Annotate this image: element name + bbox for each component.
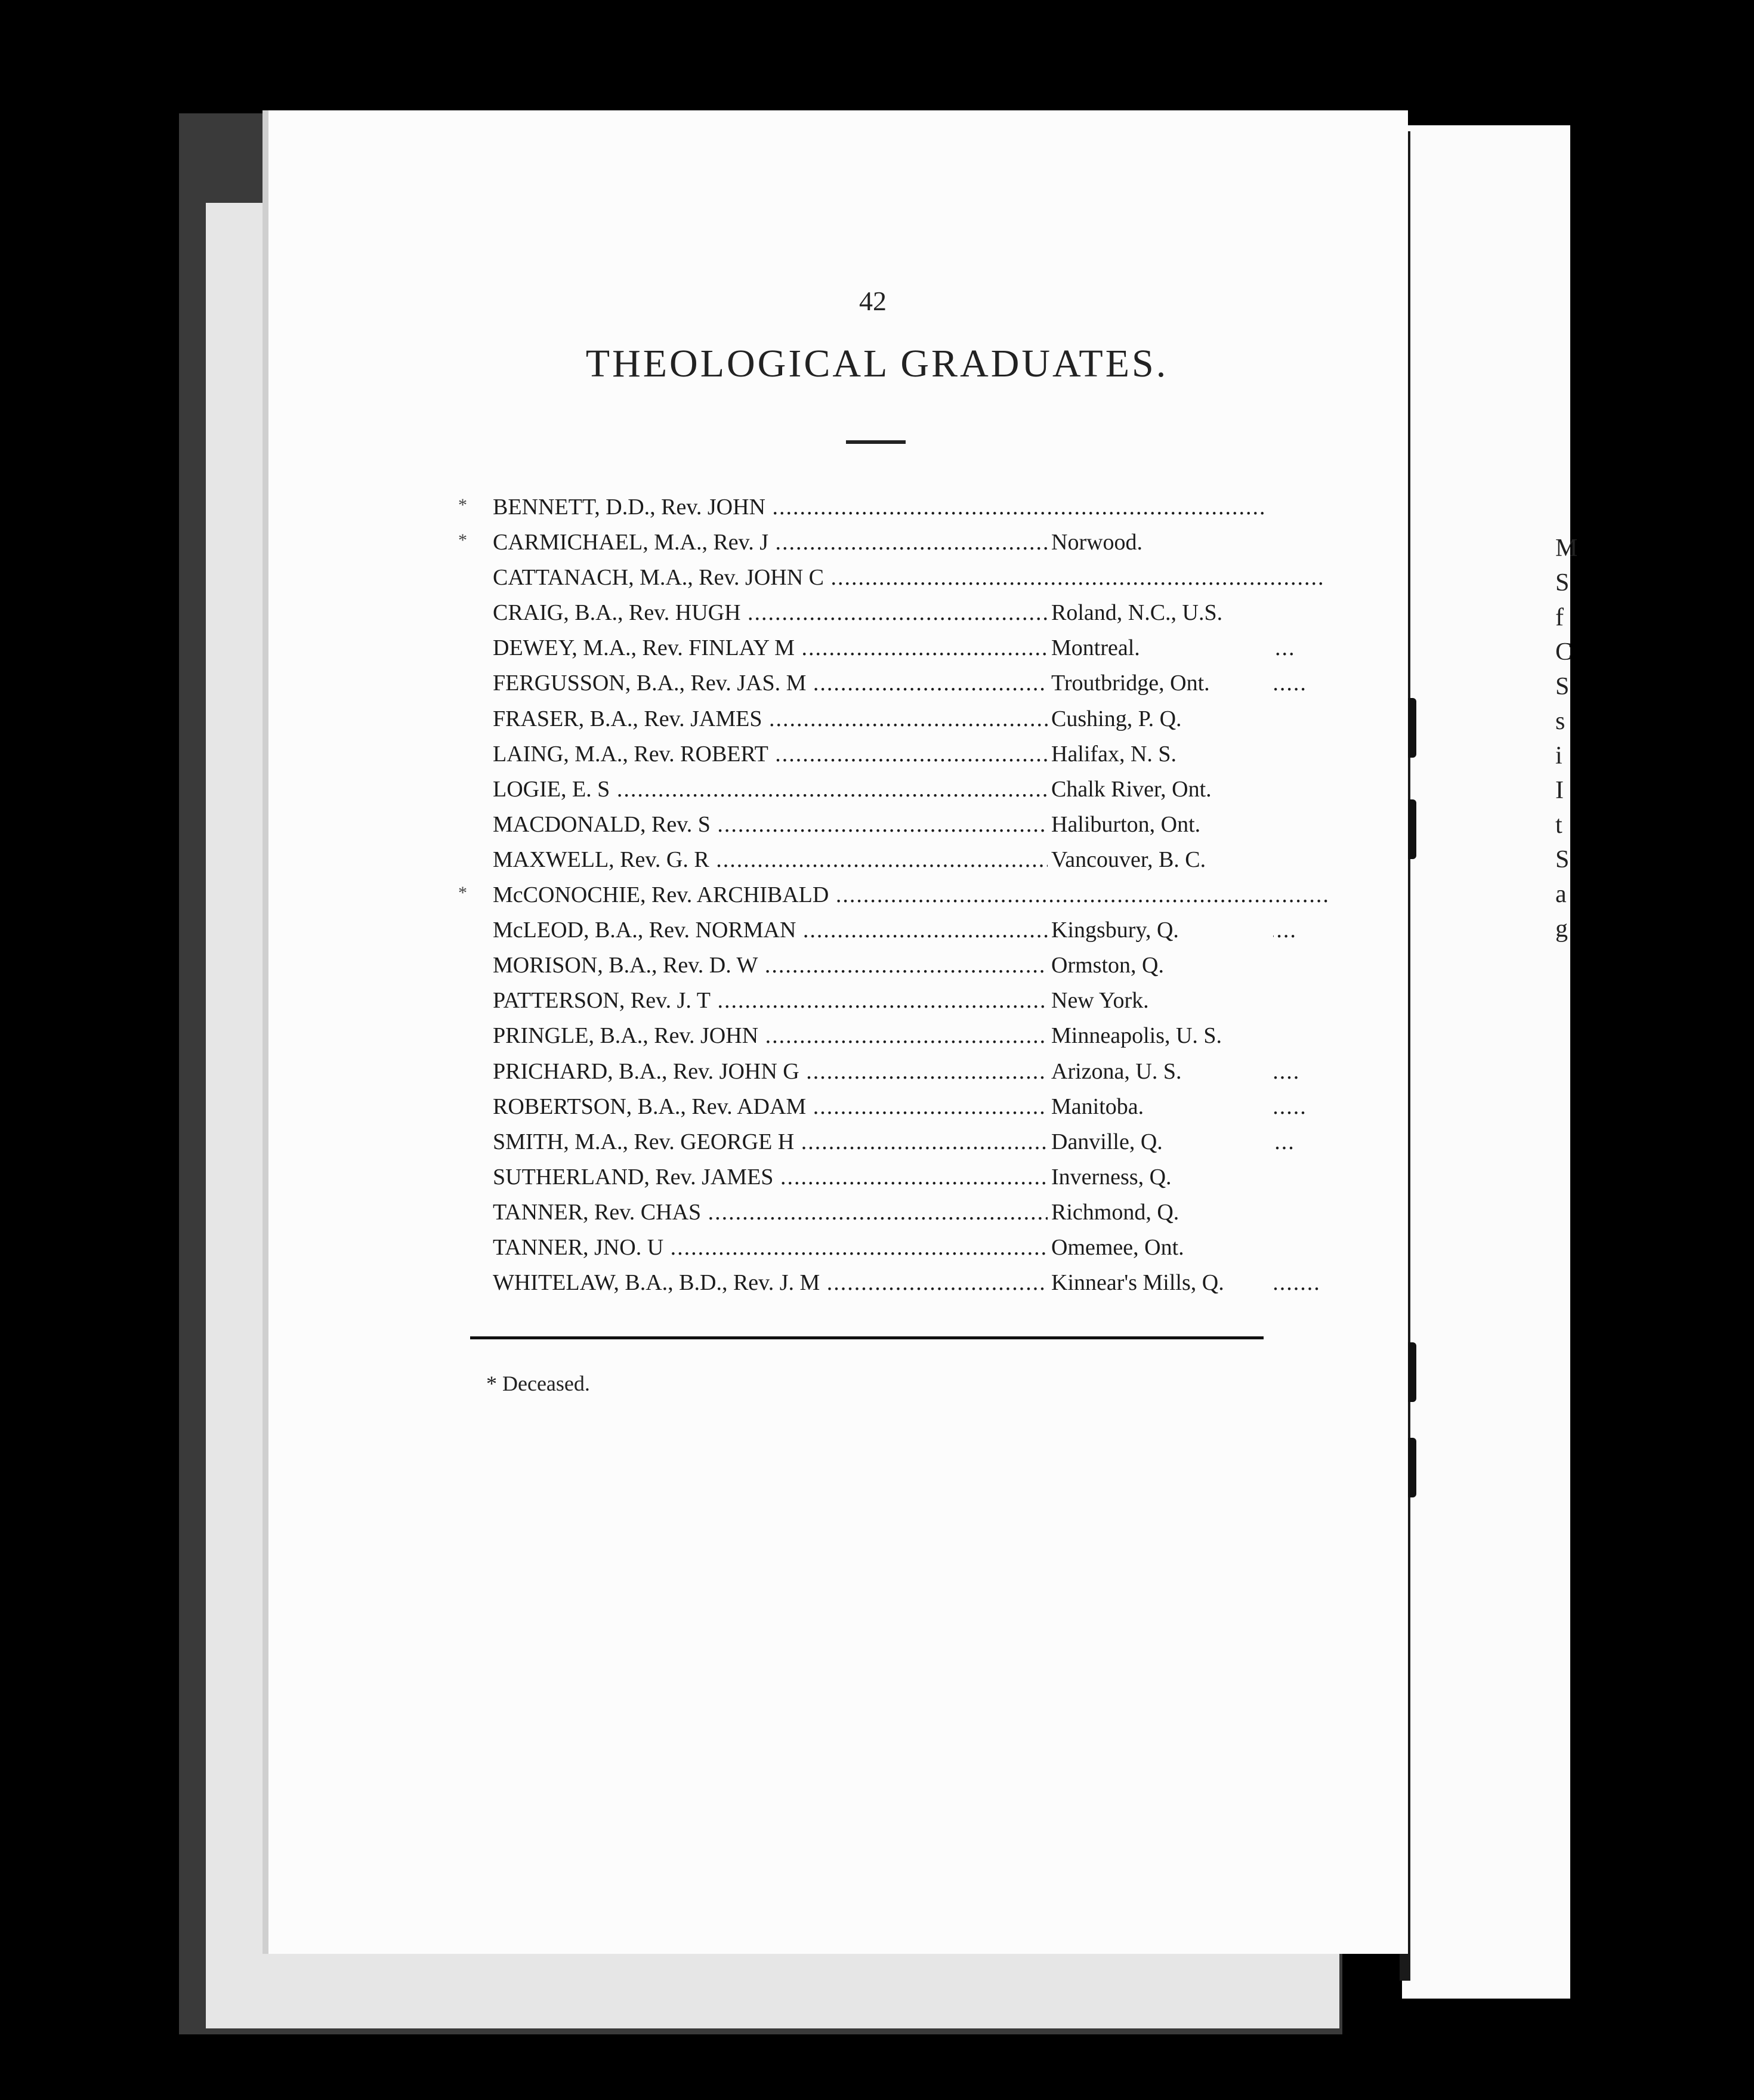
facing-letter: s — [1555, 708, 1565, 735]
facing-letter: I — [1555, 777, 1564, 804]
list-item — [471, 1270, 1265, 1305]
list-item — [471, 811, 1265, 847]
graduate-location: Norwood. — [1048, 529, 1273, 555]
graduate-name: LOGIE, E. S ..... — [493, 776, 1089, 802]
list-item — [471, 1023, 1265, 1058]
facing-letter: S — [1555, 569, 1570, 597]
graduate-name: FERGUSSON, B.A., Rev. JAS. M ..... — [493, 670, 1089, 696]
list-item — [471, 987, 1265, 1023]
facing-page — [1402, 125, 1570, 1999]
graduate-location: Cushing, P. Q. — [1048, 706, 1273, 732]
deceased-mark: * — [458, 883, 467, 903]
graduate-name: SUTHERLAND, Rev. JAMES ..... — [493, 1164, 1089, 1190]
list-item — [471, 847, 1265, 882]
list-item — [471, 1094, 1265, 1129]
list-item — [471, 706, 1265, 741]
list-item — [471, 741, 1265, 776]
list-item — [471, 776, 1265, 811]
facing-letter: a — [1555, 881, 1567, 908]
graduate-location: Ormston, Q. — [1048, 952, 1273, 978]
graduate-name: MAXWELL, Rev. G. R ..... — [493, 847, 1089, 873]
graduate-location: Kinnear's Mills, Q. — [1048, 1270, 1273, 1296]
list-item — [471, 1199, 1265, 1234]
graduate-name: CATTANACH, M.A., Rev. JOHN C ..... — [493, 564, 1089, 591]
graduate-name: CARMICHAEL, M.A., Rev. J ..... — [493, 529, 1089, 555]
facing-page-text — [1555, 531, 1578, 946]
graduate-name: FRASER, B.A., Rev. JAMES ..... — [493, 706, 1089, 732]
graduate-location: Haliburton, Ont. — [1048, 811, 1273, 838]
graduate-location: Kingsbury, Q. — [1048, 917, 1273, 943]
title-rule — [846, 440, 906, 444]
graduate-location: Roland, N.C., U.S. — [1048, 600, 1273, 626]
graduate-name: McLEOD, B.A., Rev. NORMAN ..... — [493, 917, 1089, 943]
page-title: THEOLOGICAL GRADUATES. — [585, 342, 1169, 385]
deceased-mark: * — [458, 495, 467, 515]
graduate-location: Danville, Q. — [1048, 1129, 1273, 1155]
list-item — [471, 564, 1265, 600]
graduate-location: Richmond, Q. — [1048, 1199, 1273, 1225]
facing-letter: f — [1555, 604, 1564, 631]
list-item — [471, 917, 1265, 952]
graduate-location: Vancouver, B. C. — [1048, 847, 1273, 873]
list-item — [471, 635, 1265, 670]
graduate-name: LAING, M.A., Rev. ROBERT ..... — [493, 741, 1089, 767]
graduate-name: McCONOCHIE, Rev. ARCHIBALD ..... — [493, 882, 1089, 908]
graduate-name: WHITELAW, B.A., B.D., Rev. J. M ..... — [493, 1270, 1089, 1296]
facing-letter: C — [1555, 638, 1573, 666]
graduate-location: Troutbridge, Ont. — [1048, 670, 1273, 696]
list-item — [471, 670, 1265, 705]
list-item — [471, 1234, 1265, 1270]
graduate-location: Montreal. — [1048, 635, 1273, 661]
facing-letter: S — [1555, 846, 1570, 873]
graduate-name: TANNER, JNO. U ..... — [493, 1234, 1089, 1261]
graduate-location: New York. — [1048, 987, 1273, 1014]
list-item — [471, 1129, 1265, 1164]
list-item — [458, 882, 1265, 917]
facing-letter: i — [1555, 742, 1562, 770]
list-item — [458, 529, 1265, 564]
graduate-location: Chalk River, Ont. — [1048, 776, 1273, 802]
graduate-name: PATTERSON, Rev. J. T ..... — [493, 987, 1089, 1014]
graduate-name: PRICHARD, B.A., Rev. JOHN G ..... — [493, 1058, 1089, 1085]
graduate-name: ROBERTSON, B.A., Rev. ADAM ..... — [493, 1094, 1089, 1120]
graduate-location: Inverness, Q. — [1048, 1164, 1273, 1190]
graduate-list — [458, 494, 1265, 1305]
page-number: 42 — [859, 286, 887, 316]
graduate-name: BENNETT, D.D., Rev. JOHN ..... — [493, 494, 1089, 520]
graduate-name: TANNER, Rev. CHAS ..... — [493, 1199, 1089, 1225]
list-item — [471, 952, 1265, 987]
graduate-name: CRAIG, B.A., Rev. HUGH ..... — [493, 600, 1089, 626]
footer-rule — [470, 1336, 1264, 1339]
graduate-location: Omemee, Ont. — [1048, 1234, 1273, 1261]
list-item — [471, 600, 1265, 635]
graduate-location: Halifax, N. S. — [1048, 741, 1273, 767]
facing-letter: S — [1555, 673, 1570, 700]
graduate-name: PRINGLE, B.A., Rev. JOHN ..... — [493, 1023, 1089, 1049]
footnote: * Deceased. — [486, 1372, 590, 1395]
graduate-name: DEWEY, M.A., Rev. FINLAY M ..... — [493, 635, 1089, 661]
graduate-name: MORISON, B.A., Rev. D. W ..... — [493, 952, 1089, 978]
facing-letter: g — [1555, 915, 1568, 943]
facing-letter: t — [1555, 811, 1562, 839]
graduate-location: Minneapolis, U. S. — [1048, 1023, 1273, 1049]
deceased-mark: * — [458, 530, 467, 551]
list-item — [458, 494, 1265, 529]
graduate-name: MACDONALD, Rev. S ..... — [493, 811, 1089, 838]
graduate-location: Arizona, U. S. — [1048, 1058, 1273, 1085]
list-item — [471, 1058, 1265, 1094]
graduate-location: Manitoba. — [1048, 1094, 1273, 1120]
list-item — [471, 1164, 1265, 1199]
graduate-name: SMITH, M.A., Rev. GEORGE H ..... — [493, 1129, 1089, 1155]
facing-letter: M — [1555, 535, 1578, 562]
